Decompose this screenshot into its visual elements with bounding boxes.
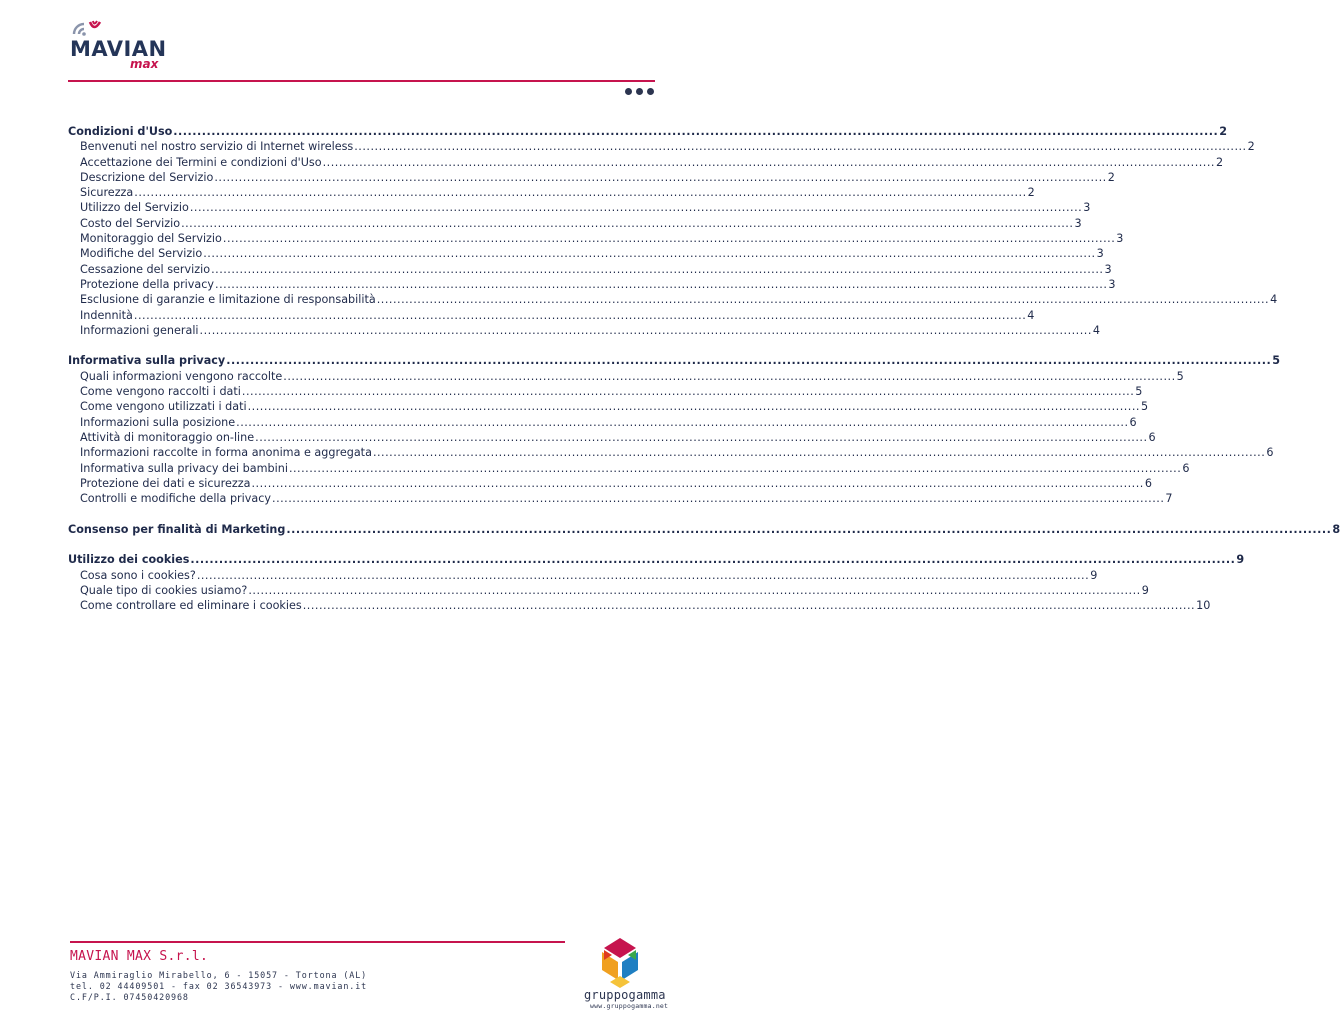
toc-page-number: 9 xyxy=(1236,553,1245,567)
toc-page-number: 2 xyxy=(1107,170,1115,184)
toc-dot-leader: ............................................................................................................................................................................................................................ xyxy=(189,201,1083,215)
toc-subsection-entry[interactable] xyxy=(68,200,1091,215)
toc-dot-leader: ............................................................................................................................................................................................................................ xyxy=(190,553,1236,567)
toc-dot-leader: ............................................................................................................................................................................................................................ xyxy=(372,446,1266,460)
toc-entry-title: Attività di monitoraggio on-line xyxy=(80,430,255,444)
toc-subsection-entry[interactable] xyxy=(68,445,1274,460)
toc-entry-title: Protezione della privacy xyxy=(80,277,215,291)
toc-subsection-entry[interactable] xyxy=(68,308,1035,323)
table-of-contents xyxy=(68,124,1340,614)
toc-dot-leader: ............................................................................................................................................................................................................................ xyxy=(283,369,1176,383)
toc-dot-leader: ............................................................................................................................................................................................................................ xyxy=(196,568,1090,582)
toc-subsection-entry[interactable] xyxy=(68,185,1035,200)
toc-subsection-entry[interactable] xyxy=(68,568,1098,583)
toc-entry-title: Quale tipo di cookies usiamo? xyxy=(80,583,248,597)
toc-entry-title: Cosa sono i cookies? xyxy=(80,568,196,582)
toc-dot-leader: ............................................................................................................................................................................................................................ xyxy=(248,583,1141,597)
toc-dot-leader: ............................................................................................................................................................................................................................ xyxy=(199,323,1092,337)
toc-entry-title: Costo del Servizio xyxy=(80,216,181,230)
toc-entry-title: Utilizzo dei cookies xyxy=(68,553,190,567)
toc-page-number: 3 xyxy=(1116,232,1124,246)
toc-entry-title: Come vengono raccolti i dati xyxy=(80,385,241,399)
toc-page-number: 5 xyxy=(1272,354,1280,368)
toc-dot-leader: ............................................................................................................................................................................................................................ xyxy=(211,262,1104,276)
toc-subsection-entry[interactable] xyxy=(68,170,1115,185)
toc-entry-title: Informazioni generali xyxy=(80,323,199,337)
toc-entry-title: Descrizione del Servizio xyxy=(80,170,214,184)
toc-dot-leader: ............................................................................................................................................................................................................................ xyxy=(226,354,1272,368)
toc-subsection-entry[interactable] xyxy=(68,476,1152,491)
toc-page-number: 2 xyxy=(1215,155,1224,169)
toc-entry-title: Indennità xyxy=(80,308,133,322)
toc-section-entry[interactable] xyxy=(68,552,1245,567)
toc-dot-leader: ............................................................................................................................................................................................................................ xyxy=(255,430,1148,444)
toc-page-number: 3 xyxy=(1074,216,1082,230)
toc-subsection-entry[interactable] xyxy=(68,415,1137,430)
footer-vat: C.F/P.I. 07450420968 xyxy=(70,992,189,1002)
toc-dot-leader: ............................................................................................................................................................................................................................ xyxy=(286,522,1332,536)
toc-page-number: 5 xyxy=(1135,385,1143,399)
toc-page-number: 6 xyxy=(1148,430,1156,444)
toc-entry-title: Come controllare ed eliminare i cookies xyxy=(80,599,302,613)
toc-subsection-entry[interactable] xyxy=(68,262,1112,277)
toc-entry-title: Informativa sulla privacy dei bambini xyxy=(80,461,288,475)
toc-entry-title: Informazioni sulla posizione xyxy=(80,415,236,429)
toc-page-number: 6 xyxy=(1144,476,1152,490)
toc-dot-leader: ............................................................................................................................................................................................................................ xyxy=(251,476,1144,490)
footer-company-name: MAVIAN MAX S.r.l. xyxy=(70,949,209,964)
mavian-max-logo xyxy=(70,18,180,70)
gruppogamma-logo-icon xyxy=(592,936,648,992)
toc-page-number: 6 xyxy=(1266,446,1274,460)
header-dots-ornament xyxy=(625,88,654,98)
wifi-signal-icon xyxy=(70,18,110,38)
toc-dot-leader: ............................................................................................................................................................................................................................ xyxy=(222,232,1116,246)
toc-entry-title: Sicurezza xyxy=(80,186,134,200)
toc-subsection-entry[interactable] xyxy=(68,139,1255,154)
toc-subsection-entry[interactable] xyxy=(68,430,1156,445)
toc-subsection-entry[interactable] xyxy=(68,399,1149,414)
toc-subsection-entry[interactable] xyxy=(68,384,1143,399)
toc-page-number: 3 xyxy=(1096,247,1104,261)
dot-icon xyxy=(625,88,632,95)
toc-dot-leader: ............................................................................................................................................................................................................................ xyxy=(241,385,1135,399)
toc-entry-title: Condizioni d'Uso xyxy=(68,125,173,138)
toc-subsection-entry[interactable] xyxy=(68,216,1082,231)
toc-page-number: 4 xyxy=(1270,293,1278,307)
toc-page-number: 4 xyxy=(1092,323,1101,337)
toc-page-number: 6 xyxy=(1129,415,1137,429)
toc-entry-title: Benvenuti nel nostro servizio di Internet wireless xyxy=(80,140,354,154)
logo-wordmark: MAVIAN xyxy=(70,37,167,61)
toc-page-number: 9 xyxy=(1141,583,1149,597)
toc-subsection-entry[interactable] xyxy=(68,583,1149,598)
toc-entry-title: Quali informazioni vengono raccolte xyxy=(80,369,283,383)
toc-dot-leader: ............................................................................................................................................................................................................................ xyxy=(181,216,1074,230)
toc-page-number: 5 xyxy=(1140,400,1149,414)
toc-dot-leader: ............................................................................................................................................................................................................................ xyxy=(203,247,1096,261)
toc-page-number: 5 xyxy=(1176,369,1184,383)
toc-dot-leader: ............................................................................................................................................................................................................................ xyxy=(354,140,1247,154)
toc-entry-title: Modifiche del Servizio xyxy=(80,247,203,261)
toc-entry-title: Monitoraggio del Servizio xyxy=(80,232,222,246)
toc-subsection-entry[interactable] xyxy=(68,292,1278,307)
toc-entry-title: Cessazione del servizio xyxy=(80,262,211,276)
toc-page-number: 2 xyxy=(1027,186,1035,200)
toc-dot-leader: ............................................................................................................................................................................................................................ xyxy=(302,599,1196,613)
toc-dot-leader: ............................................................................................................................................................................................................................ xyxy=(134,186,1027,200)
dot-icon xyxy=(636,88,643,95)
toc-dot-leader: ............................................................................................................................................................................................................................ xyxy=(215,277,1108,291)
toc-subsection-entry[interactable] xyxy=(68,598,1211,613)
toc-dot-leader: ............................................................................................................................................................................................................................ xyxy=(133,308,1027,322)
toc-entry-title: Consenso per finalità di Marketing xyxy=(68,522,286,536)
footer-divider xyxy=(70,941,565,943)
toc-page-number: 4 xyxy=(1027,308,1035,322)
toc-page-number: 6 xyxy=(1182,461,1190,475)
toc-subsection-entry[interactable] xyxy=(68,491,1173,506)
toc-dot-leader: ............................................................................................................................................................................................................................ xyxy=(247,400,1140,414)
toc-entry-title: Utilizzo del Servizio xyxy=(80,201,189,215)
toc-entry-title: Informativa sulla privacy xyxy=(68,354,226,368)
toc-subsection-entry[interactable] xyxy=(68,246,1104,261)
toc-entry-title: Esclusione di garanzie e limitazione di responsabilità xyxy=(80,293,376,307)
toc-page-number: 2 xyxy=(1247,140,1255,154)
toc-page-number: 10 xyxy=(1196,599,1211,613)
toc-subsection-entry[interactable] xyxy=(68,461,1190,476)
toc-section-entry[interactable] xyxy=(68,353,1280,368)
toc-subsection-entry[interactable] xyxy=(68,231,1124,246)
toc-page-number: 2 xyxy=(1219,125,1228,138)
toc-dot-leader: ............................................................................................................................................................................................................................ xyxy=(236,415,1129,429)
toc-section-entry[interactable] xyxy=(68,522,1340,537)
toc-entry-title: Protezione dei dati e sicurezza xyxy=(80,476,251,490)
toc-page-number: 3 xyxy=(1083,201,1091,215)
header-divider xyxy=(68,80,655,82)
toc-entry-title: Come vengono utilizzati i dati xyxy=(80,400,247,414)
toc-subsection-entry[interactable] xyxy=(68,155,1224,170)
toc-subsection-entry[interactable] xyxy=(68,369,1184,384)
toc-page-number: 3 xyxy=(1104,262,1112,276)
toc-dot-leader: ............................................................................................................................................................................................................................ xyxy=(173,125,1219,138)
toc-page-number: 7 xyxy=(1165,492,1173,506)
toc-entry-title: Controlli e modifiche della privacy xyxy=(80,492,272,506)
dot-icon xyxy=(647,88,654,95)
toc-page-number: 3 xyxy=(1108,277,1116,291)
toc-section-entry[interactable] xyxy=(68,124,1228,139)
toc-subsection-entry[interactable] xyxy=(68,323,1101,338)
toc-subsection-entry[interactable] xyxy=(68,277,1116,292)
footer-contacts: tel. 02 44409501 - fax 02 36543973 - www.mavian.it xyxy=(70,981,368,991)
toc-entry-title: Informazioni raccolte in forma anonima e aggregata xyxy=(80,446,372,460)
toc-page-number: 8 xyxy=(1332,522,1340,536)
toc-dot-leader: ............................................................................................................................................................................................................................ xyxy=(322,155,1215,169)
toc-dot-leader: ............................................................................................................................................................................................................................ xyxy=(214,170,1107,184)
group-name: gruppogamma xyxy=(584,988,666,1002)
logo-subtitle: max xyxy=(130,57,159,71)
footer-address: Via Ammiraglio Mirabello, 6 - 15057 - Tortona (AL) xyxy=(70,970,368,980)
toc-dot-leader: ............................................................................................................................................................................................................................ xyxy=(272,492,1165,506)
toc-page-number: 9 xyxy=(1090,568,1098,582)
group-website: www.gruppogamma.net xyxy=(590,1002,669,1010)
toc-dot-leader: ............................................................................................................................................................................................................................ xyxy=(376,293,1270,307)
toc-entry-title: Accettazione dei Termini e condizioni d'Uso xyxy=(80,155,322,169)
toc-dot-leader: ............................................................................................................................................................................................................................ xyxy=(288,461,1182,475)
